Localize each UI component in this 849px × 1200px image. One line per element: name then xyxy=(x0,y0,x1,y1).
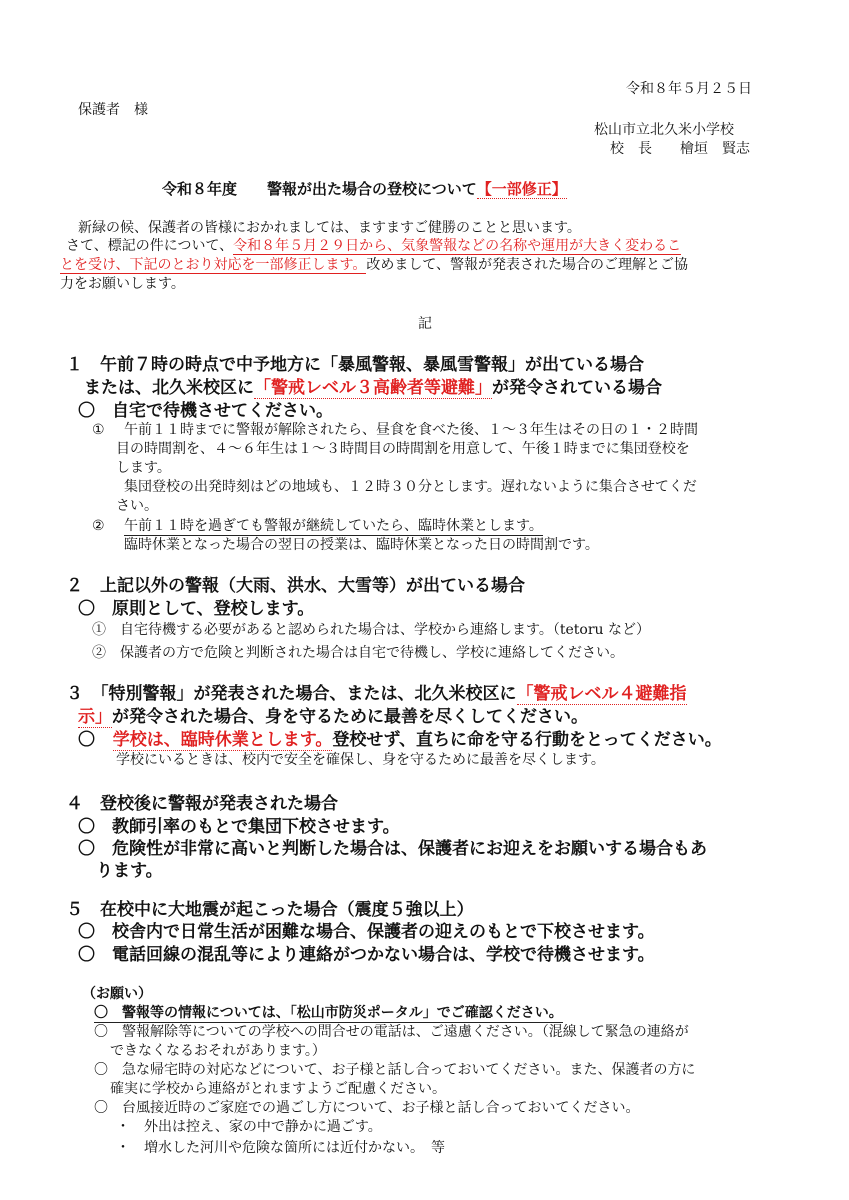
page-title xyxy=(162,180,567,198)
school-name: 松山市立北久米小学校 xyxy=(594,122,734,138)
section5-action2: 〇 電話回線の混乱等により連絡がつかない場合は、学校で待機させます。 xyxy=(78,945,655,965)
requests-label: （お願い） xyxy=(82,986,152,1002)
section2-item1: ① 自宅待機する必要があると認められた場合は、学校から連絡します。（tetoru など） xyxy=(92,622,651,638)
document-date: 令和８年５月２５日 xyxy=(626,81,752,97)
intro-line-2: さて、標記の件について、令和８年５月２９日から、気象警報などの名称や運用が大きく変わるこ xyxy=(66,238,682,254)
section2-action: 〇 原則として、登校します。 xyxy=(78,599,315,619)
title-revision: 【一部修正】 xyxy=(476,180,567,198)
section1-item2-line1: 午前１１時を過ぎても警報が継続していたら、臨時休業とします。 xyxy=(124,518,543,534)
section5-heading: ５ 在校中に大地震が起こった場合（震度５強以上） xyxy=(66,900,474,920)
ki-marker: 記 xyxy=(418,316,432,332)
title-main: 令和８年度 警報が出た場合の登校について xyxy=(162,180,477,198)
section4-action2-cont: ります。 xyxy=(96,861,163,881)
section1-action: 〇 自宅で待機させてください。 xyxy=(78,401,333,421)
requests-item3-cont: 確実に学校から連絡がとれますようご配慮ください。 xyxy=(110,1081,446,1097)
section1-item2-line2: 臨時休業となった場合の翌日の授業は、臨時休業となった日の時間割です。 xyxy=(124,537,599,553)
section3-action: 〇 学校は、臨時休業とします。登校せず、直ちに命を守る行動をとってください。 xyxy=(78,730,722,750)
section3-heading-2: 示」が発令された場合、身を守るために最善を尽くしてください。 xyxy=(78,707,588,727)
section2-item2: ② 保護者の方で危険と判断された場合は自宅で待機し、学校に連絡してください。 xyxy=(92,645,624,661)
intro-line-1: 新緑の候、保護者の皆様におかれましては、ますますご健勝のことと思います。 xyxy=(78,220,581,236)
section1-item2-num: ② xyxy=(92,518,105,534)
section1-item1-line1: 午前１１時までに警報が解除されたら、昼食を食べた後、１～３年生はその日の１・２時間 xyxy=(124,422,698,438)
section1-item1-line3: します。 xyxy=(116,460,171,476)
requests-item4: 〇 台風接近時のご家庭での過ごし方について、お子様と話し合っておいてください。 xyxy=(94,1100,640,1116)
requests-item3: 〇 急な帰宅時の対応などについて、お子様と話し合っておいてください。また、保護者の方に xyxy=(94,1062,696,1078)
section4-action1: 〇 教師引率のもとで集団下校させます。 xyxy=(78,817,400,837)
section1-item1-line5: さい。 xyxy=(116,498,158,514)
intro-line-4: 力をお願いします。 xyxy=(60,276,185,292)
requests-bullet2: ・ 増水した河川や危険な箇所には近付かない。 等 xyxy=(116,1140,445,1156)
section1-heading: １ 午前７時の時点で中予地方に「暴風警報、暴風雪警報」が出ている場合 xyxy=(66,355,644,375)
section1-item1-num: ① xyxy=(92,422,105,438)
requests-item1: 〇 警報等の情報については、「松山市防災ポータル」でご確認ください。 xyxy=(94,1005,563,1021)
section4-heading: ４ 登校後に警報が発表された場合 xyxy=(66,794,338,814)
section5-action1: 〇 校舎内で日常生活が困難な場合、保護者の迎えのもとで下校させます。 xyxy=(78,922,655,942)
section1-item1-line2: 目の時間割を、４～６年生は１～３時間目の時間割を用意して、午後１時までに集団登校を xyxy=(116,441,690,457)
section1-item1-line4: 集団登校の出発時刻はどの地域も、１２時３０分とします。遅れないように集合させてくだ xyxy=(124,479,697,495)
intro-red-text: 令和８年５月２９日から、気象警報などの名称や運用が大きく変わるこ xyxy=(233,238,682,254)
addressee: 保護者 様 xyxy=(78,102,148,118)
requests-bullet1: ・ 外出は控え、家の中で静かに過ごす。 xyxy=(116,1119,382,1135)
section3-heading: ３ 「特別警報」が発表された場合、または、北久米校区に「警戒レベル４避難指 xyxy=(66,684,687,704)
section3-note: 学校にいるときは、校内で安全を確保し、身を守るために最善を尽くします。 xyxy=(116,752,605,768)
principal-name: 校 長 檜垣 賢志 xyxy=(610,141,750,157)
section4-action2: 〇 危険性が非常に高いと判断した場合は、保護者にお迎えをお願いする場合もあ xyxy=(78,839,707,859)
section1-heading-2: または、北久米校区に「警戒レベル３高齢者等避難」が発令されている場合 xyxy=(84,378,662,398)
intro-line-3: とを受け、下記のとおり対応を一部修正します。改めまして、警報が発表された場合のご理解とご協 xyxy=(60,257,689,273)
requests-item2: 〇 警報解除等についての学校への問合せの電話は、ご遠慮ください。（混線して緊急の連絡が xyxy=(94,1024,689,1040)
section2-heading: ２ 上記以外の警報（大雨、洪水、大雪等）が出ている場合 xyxy=(66,576,525,596)
requests-item2-cont: できなくなるおそれがあります。） xyxy=(110,1043,326,1059)
